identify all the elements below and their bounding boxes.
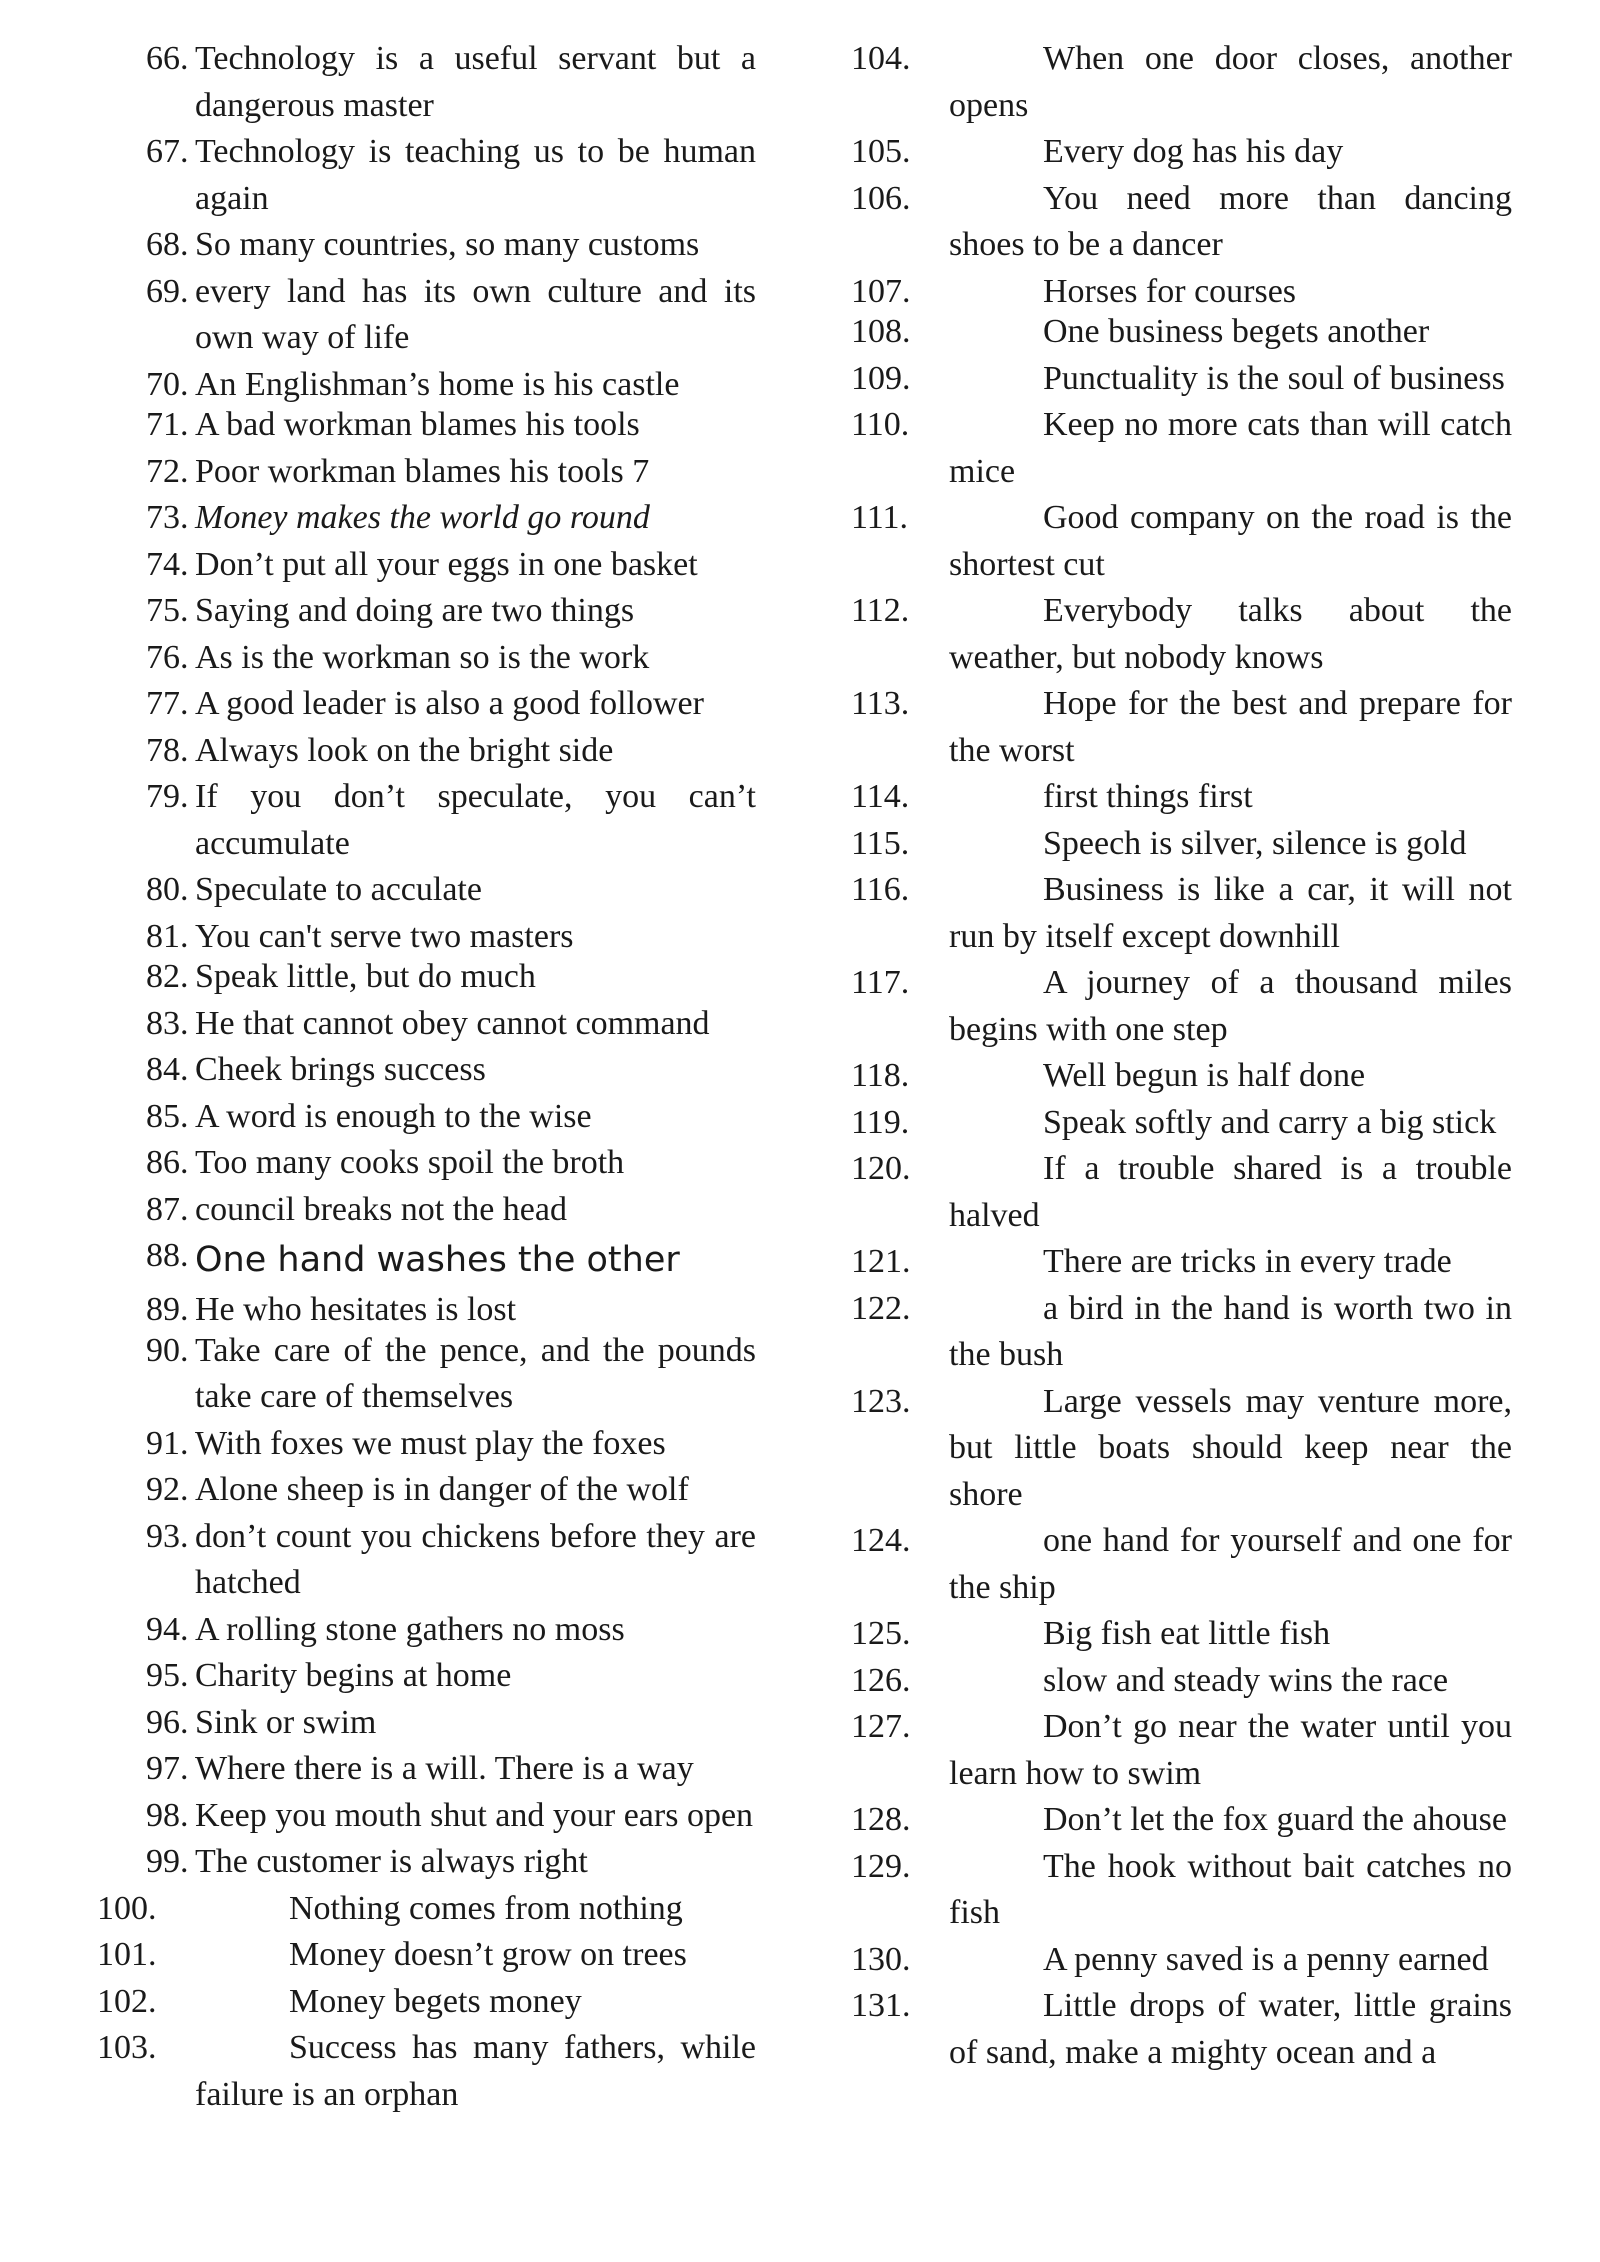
list-item [146, 681, 756, 728]
proverb-text: council breaks not the head [195, 1190, 567, 1228]
item-number: 93. [146, 1517, 189, 1555]
list-item [851, 1053, 1512, 1100]
list-item [97, 2025, 756, 2118]
item-number: 104. [851, 40, 911, 77]
proverb-text: If a trouble shared is a trouble halved [949, 1150, 1512, 1234]
item-number: 76. [146, 638, 189, 676]
item-number: 131. [851, 1987, 911, 2024]
list-item [851, 1658, 1512, 1705]
list-item [851, 309, 1512, 356]
list-item [146, 402, 756, 449]
item-number: 108. [851, 313, 911, 350]
item-number: 120. [851, 1150, 911, 1187]
item-number: 97. [146, 1750, 189, 1787]
proverb-text: first things first [1043, 778, 1253, 815]
item-number: 80. [146, 871, 189, 908]
proverb-text: Punctuality is the soul of business [1043, 359, 1505, 397]
item-number: 114. [851, 778, 910, 815]
list-item [851, 1937, 1512, 1984]
item-number: 130. [851, 1940, 911, 1978]
item-number: 72. [146, 452, 189, 490]
item-number: 123. [851, 1382, 911, 1420]
proverb-text: Don’t put all your eggs in one basket [195, 545, 698, 583]
proverb-text: Hope for the best and prepare for the worst [949, 685, 1512, 769]
list-item [851, 495, 1512, 588]
item-number: 126. [851, 1661, 911, 1699]
item-number: 75. [146, 592, 189, 629]
proverb-text: Everybody talks about the weather, but nobody knows [949, 592, 1512, 676]
list-item [146, 1140, 756, 1187]
list-item [146, 222, 756, 269]
list-item [146, 1001, 756, 1048]
proverb-text: A bad workman blames his tools [195, 406, 640, 443]
proverb-text: One hand washes the other [195, 1240, 680, 1280]
item-number: 106. [851, 179, 911, 217]
list-item [97, 1886, 756, 1933]
item-number: 105. [851, 133, 911, 170]
proverb-text: Money makes the world go round [195, 499, 650, 536]
list-item [851, 1146, 1512, 1239]
list-item [146, 1839, 756, 1886]
proverb-text: If you don’t speculate, you can’t accumulate [195, 778, 756, 862]
item-number: 128. [851, 1801, 911, 1838]
proverb-text: Big fish eat little fish [1043, 1615, 1331, 1652]
list-item [146, 129, 756, 222]
item-number: 71. [146, 406, 189, 443]
list-item [146, 495, 756, 542]
list-item [851, 36, 1512, 129]
proverb-text: Speak little, but do much [195, 958, 536, 995]
item-number: 103. [97, 2029, 157, 2066]
item-number: 99. [146, 1843, 189, 1880]
item-number: 85. [146, 1097, 189, 1135]
proverb-text: don’t count you chickens before they are hatched [195, 1517, 756, 1601]
proverb-text: Business is like a car, it will not run by itself except downhill [949, 871, 1512, 955]
item-number: 79. [146, 778, 189, 815]
item-number: 90. [146, 1331, 189, 1369]
item-number: 86. [146, 1144, 189, 1181]
proverbs-list-right [851, 36, 1512, 2076]
item-number: 92. [146, 1471, 189, 1508]
proverb-text: Speech is silver, silence is gold [1043, 824, 1467, 862]
list-item [851, 1239, 1512, 1286]
item-number: 98. [146, 1796, 189, 1834]
proverb-text: Cheek brings success [195, 1051, 486, 1088]
proverb-text: Where there is a will. There is a way [195, 1750, 694, 1787]
proverb-text: Large vessels may venture more, but little boats should keep near the shore [949, 1382, 1512, 1513]
item-number: 121. [851, 1243, 911, 1280]
proverb-text: A word is enough to the wise [195, 1097, 592, 1135]
proverb-text: Well begun is half done [1043, 1057, 1366, 1094]
proverb-text: An Englishman’s home is his castle [195, 365, 680, 403]
item-number: 91. [146, 1424, 189, 1462]
list-item [146, 1094, 756, 1141]
item-number: 116. [851, 871, 910, 908]
item-number: 84. [146, 1051, 189, 1088]
list-item [851, 588, 1512, 681]
item-number: 95. [146, 1657, 189, 1694]
item-number: 68. [146, 226, 189, 263]
list-item [851, 356, 1512, 403]
item-number: 96. [146, 1703, 189, 1741]
item-number: 78. [146, 731, 189, 769]
proverb-text: There are tricks in every trade [1043, 1243, 1452, 1280]
proverb-text: So many countries, so many customs [195, 226, 700, 263]
proverb-text: Take care of the pence, and the pounds take care of themselves [195, 1331, 756, 1415]
list-item [146, 1607, 756, 1654]
list-item [146, 867, 756, 914]
proverb-text: He who hesitates is lost [195, 1291, 517, 1328]
proverb-text: A good leader is also a good follower [195, 685, 704, 722]
item-number: 117. [851, 964, 910, 1001]
proverb-text: Success has many fathers, while failure is an orphan [195, 2029, 756, 2113]
item-number: 94. [146, 1610, 189, 1648]
list-item [146, 635, 756, 682]
proverb-text: As is the workman so is the work [195, 638, 650, 676]
item-number: 70. [146, 365, 189, 403]
proverb-text: Speak softly and carry a big stick [1043, 1103, 1497, 1141]
list-item [146, 1233, 756, 1287]
list-item [851, 1704, 1512, 1797]
item-number: 82. [146, 958, 189, 995]
list-item [851, 1518, 1512, 1611]
item-number: 102. [97, 1982, 157, 2020]
proverb-text: Don’t let the fox guard the ahouse [1043, 1801, 1507, 1838]
proverb-text: When one door closes, another opens [949, 40, 1512, 124]
item-number: 69. [146, 272, 189, 310]
item-number: 115. [851, 824, 910, 862]
proverb-text: The hook without bait catches no fish [949, 1847, 1512, 1931]
proverb-text: A journey of a thousand miles begins with one step [949, 964, 1512, 1048]
item-number: 112. [851, 592, 910, 629]
list-item [851, 1100, 1512, 1147]
item-number: 119. [851, 1103, 910, 1141]
item-number: 67. [146, 133, 189, 170]
list-item [851, 1983, 1512, 2076]
list-item [851, 1379, 1512, 1519]
item-number: 124. [851, 1522, 911, 1559]
proverbs-list-left [97, 36, 756, 2118]
item-number: 127. [851, 1708, 911, 1745]
list-item [851, 129, 1512, 176]
list-item [97, 1979, 756, 2026]
list-item [851, 1797, 1512, 1844]
list-item [146, 542, 756, 589]
item-number: 66. [146, 40, 189, 77]
item-number: 74. [146, 545, 189, 583]
proverb-text: Money doesn’t grow on trees [289, 1936, 687, 1973]
list-item [146, 1746, 756, 1793]
list-item [97, 1932, 756, 1979]
proverb-text: Speculate to acculate [195, 871, 482, 908]
proverb-text: slow and steady wins the race [1043, 1661, 1449, 1699]
proverb-text: Every dog has his day [1043, 133, 1344, 170]
proverb-text: Horses for courses [1043, 272, 1297, 310]
list-item [851, 176, 1512, 269]
list-item [146, 449, 756, 496]
proverb-text: Technology is a useful servant but a dangerous master [195, 40, 756, 124]
item-number: 110. [851, 406, 910, 443]
list-item [146, 1514, 756, 1607]
item-number: 125. [851, 1615, 911, 1652]
list-item [146, 1467, 756, 1514]
proverb-text: Nothing comes from nothing [289, 1889, 683, 1927]
proverb-text: Too many cooks spoil the broth [195, 1144, 625, 1181]
item-number: 122. [851, 1289, 911, 1327]
list-item [146, 269, 756, 362]
proverb-text: Technology is teaching us to be human again [195, 133, 756, 217]
item-number: 109. [851, 359, 911, 397]
list-item [146, 954, 756, 1001]
list-item [146, 774, 756, 867]
proverb-text: One business begets another [1043, 313, 1430, 350]
proverb-text: Keep you mouth shut and your ears open [195, 1796, 754, 1834]
list-item [851, 1286, 1512, 1379]
proverb-text: Sink or swim [195, 1703, 377, 1741]
proverb-text: Don’t go near the water until you learn how to swim [949, 1708, 1512, 1792]
list-item [146, 1653, 756, 1700]
item-number: 100. [97, 1889, 157, 1927]
item-number: 81. [146, 917, 189, 955]
proverb-text: a bird in the hand is worth two in the bush [949, 1289, 1512, 1373]
list-item [146, 1793, 756, 1840]
proverb-text: You can't serve two masters [195, 917, 574, 955]
list-item [146, 1047, 756, 1094]
item-number: 107. [851, 272, 911, 310]
proverb-text: every land has its own culture and its own way of life [195, 272, 756, 356]
proverb-text: Poor workman blames his tools 7 [195, 452, 650, 490]
proverb-text: A rolling stone gathers no moss [195, 1610, 625, 1648]
proverb-text: Good company on the road is the shortest cut [949, 499, 1512, 583]
list-item [851, 402, 1512, 495]
proverb-text: You need more than dancing shoes to be a dancer [949, 179, 1512, 263]
list-item [851, 867, 1512, 960]
proverb-text: one hand for yourself and one for the ship [949, 1522, 1512, 1606]
list-item [146, 728, 756, 775]
list-item [851, 681, 1512, 774]
proverb-text: He that cannot obey cannot command [195, 1004, 710, 1042]
proverb-text: A penny saved is a penny earned [1043, 1940, 1489, 1978]
item-number: 83. [146, 1004, 189, 1042]
list-item [851, 1844, 1512, 1937]
item-number: 87. [146, 1190, 189, 1228]
proverb-text: Money begets money [289, 1982, 582, 2020]
item-number: 73. [146, 499, 189, 536]
proverb-text: Alone sheep is in danger of the wolf [195, 1471, 689, 1508]
list-item [146, 1187, 756, 1234]
proverb-text: Little drops of water, little grains of sand, make a mighty ocean and a [949, 1987, 1512, 2071]
list-item [851, 1611, 1512, 1658]
proverb-text: With foxes we must play the foxes [195, 1424, 666, 1462]
item-number: 111. [851, 499, 908, 536]
item-number: 88. [146, 1237, 189, 1274]
proverb-text: Always look on the bright side [195, 731, 614, 769]
item-number: 113. [851, 685, 910, 722]
item-number: 89. [146, 1291, 189, 1328]
list-item [851, 960, 1512, 1053]
item-number: 118. [851, 1057, 910, 1094]
list-item [146, 36, 756, 129]
list-item [851, 774, 1512, 821]
list-item [146, 1421, 756, 1468]
item-number: 129. [851, 1847, 911, 1885]
list-item [146, 588, 756, 635]
item-number: 77. [146, 685, 189, 722]
proverb-text: The customer is always right [195, 1843, 588, 1880]
proverb-text: Charity begins at home [195, 1657, 512, 1694]
proverb-text: Saying and doing are two things [195, 592, 635, 629]
list-item [146, 1328, 756, 1421]
item-number: 101. [97, 1936, 157, 1973]
list-item [146, 1700, 756, 1747]
list-item [851, 821, 1512, 868]
proverb-text: Keep no more cats than will catch mice [949, 406, 1512, 490]
